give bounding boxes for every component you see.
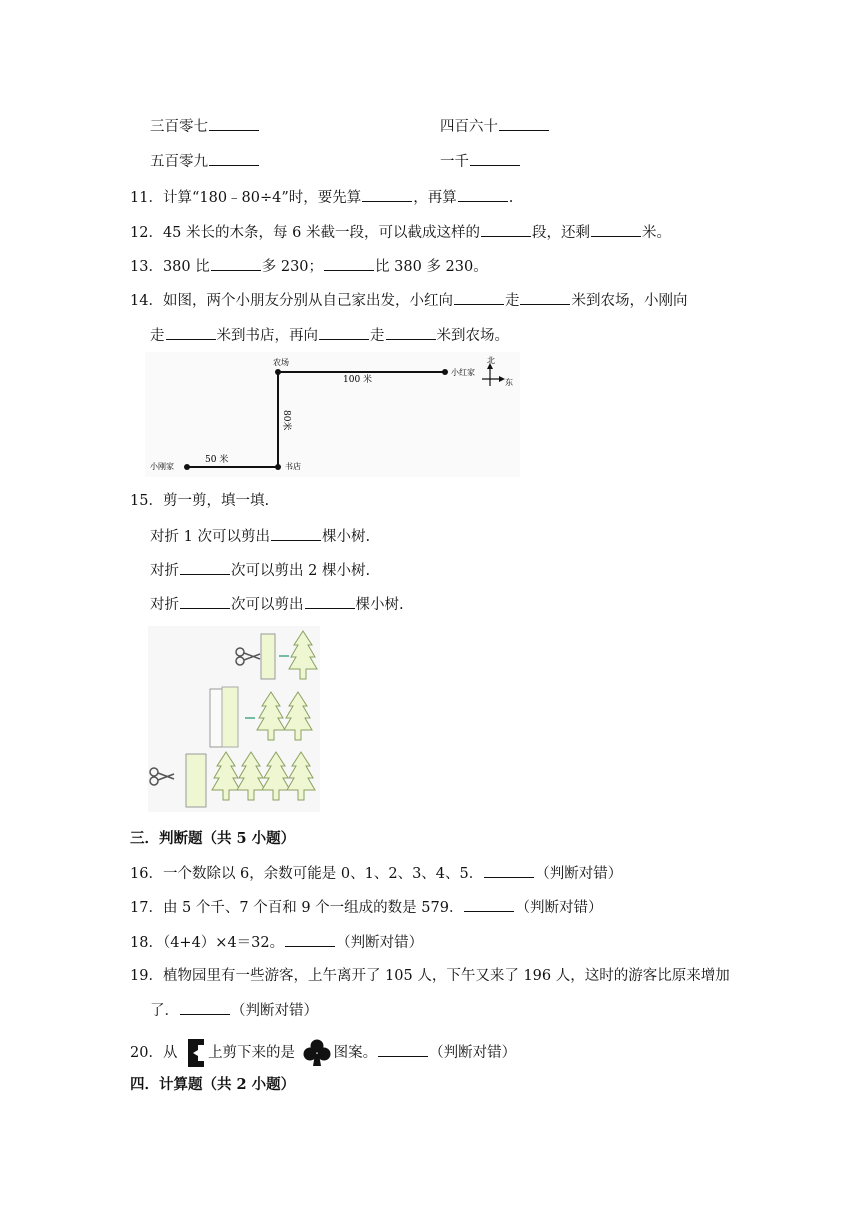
answer-blank[interactable] [378, 1042, 428, 1057]
answer-blank[interactable] [180, 560, 230, 575]
answer-blank[interactable] [454, 290, 504, 305]
answer-blank[interactable] [520, 290, 570, 305]
question-17: 17．由 5 个千、7 个百和 9 个一组成的数是 579． （判断对错） [130, 897, 602, 918]
answer-blank[interactable] [458, 187, 508, 202]
question-19-line-2: 了． （判断对错） [150, 1000, 318, 1021]
answer-blank[interactable] [324, 256, 374, 271]
section-4-heading: 四．计算题（共 2 小题） [130, 1076, 296, 1093]
q10-item-c: 五百零九 [150, 151, 260, 172]
answer-blank[interactable] [481, 222, 531, 237]
distance-100-label: 100 米 [343, 375, 373, 385]
answer-blank[interactable] [285, 932, 335, 947]
answer-blank[interactable] [470, 151, 520, 166]
question-14-line-2: 走 米到书店，再向 走 米到农场。 [150, 325, 509, 346]
answer-blank[interactable] [211, 256, 261, 271]
route-map-figure [145, 352, 520, 477]
answer-blank[interactable] [319, 325, 369, 340]
farm-point [275, 369, 281, 375]
q10-item-b: 四百六十 [440, 116, 550, 137]
answer-blank[interactable] [305, 594, 355, 609]
farm-label: 农场 [273, 358, 289, 367]
folded-paper-3 [186, 754, 206, 807]
section-3-heading: 三．判断题（共 5 小题） [130, 830, 296, 847]
question-11: 11．计算“180﹣80÷4”时，要先算 ，再算 . [130, 187, 513, 208]
question-16: 16．一个数除以 6，余数可能是 0、1、2、3、4、5． （判断对错） [130, 863, 622, 884]
q10-item-d: 一千 [440, 151, 521, 172]
question-18: 18．（4+4）×4＝32。 （判断对错） [130, 932, 423, 953]
hong-home-label: 小红家 [451, 368, 475, 377]
answer-blank[interactable] [464, 897, 514, 912]
q10-item-a: 三百零七 [150, 116, 260, 137]
east-label: 东 [505, 378, 513, 387]
gang-home-point [184, 464, 190, 470]
answer-blank[interactable] [591, 222, 641, 237]
paper-cut-trees-figure [148, 626, 320, 812]
answer-blank[interactable] [362, 187, 412, 202]
question-15-row-2: 对折 次可以剪出 2 棵小树. [150, 560, 370, 581]
north-label: 北 [487, 356, 495, 365]
answer-blank[interactable] [209, 151, 259, 166]
hong-home-point [442, 369, 448, 375]
bookstore-point [275, 464, 281, 470]
answer-blank[interactable] [271, 526, 321, 541]
question-19-line-1: 19．植物园里有一些游客，上午离开了 105 人，下午又来了 196 人，这时的游客比原来增加 [130, 968, 730, 984]
question-15-title: 15．剪一剪，填一填. [130, 493, 270, 509]
answer-blank[interactable] [180, 1000, 230, 1015]
answer-blank[interactable] [209, 116, 259, 131]
question-13: 13．380 比 多 230； 比 380 多 230。 [130, 256, 488, 277]
club-pattern-icon [302, 1038, 332, 1068]
question-12: 12．45 米长的木条，每 6 米截一段，可以截成这样的 段，还剩 米。 [130, 222, 671, 243]
answer-blank[interactable] [499, 116, 549, 131]
answer-blank[interactable] [166, 325, 216, 340]
folded-paper-2-cut [222, 687, 238, 747]
question-15-row-3: 对折 次可以剪出 棵小树. [150, 594, 404, 615]
bookstore-label: 书店 [285, 462, 301, 471]
answer-blank[interactable] [386, 325, 436, 340]
answer-blank[interactable] [484, 863, 534, 878]
question-15-row-1: 对折 1 次可以剪出 棵小树. [150, 526, 370, 547]
question-20: 20．从 上剪下来的是 图案。 （判断对错） [130, 1038, 516, 1068]
distance-80-label: 80米 [281, 410, 291, 431]
answer-blank[interactable] [180, 594, 230, 609]
folded-paper-cut-icon [184, 1039, 206, 1067]
question-14-line-1: 14．如图，两个小朋友分别从自己家出发，小红向 走 米到农场，小刚向 [130, 290, 687, 311]
distance-50-label: 50 米 [205, 455, 229, 465]
gang-home-label: 小刚家 [150, 462, 174, 471]
folded-paper-1 [261, 634, 275, 679]
